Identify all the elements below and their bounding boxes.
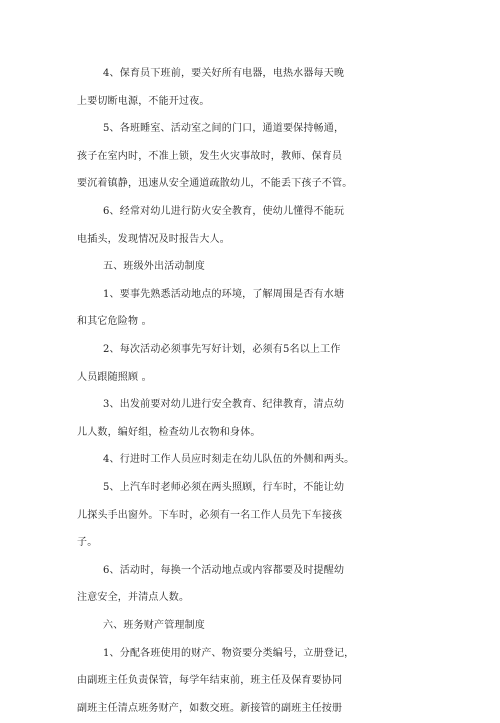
paragraph-line: 5、各班睡室、活动室之间的门口，通道要保持畅通， [103,123,345,135]
paragraph-line: 儿人数，编好组，检查幼儿衣物和身体。 [77,426,261,438]
paragraph-line: 人员跟随照顾 。 [77,371,152,383]
paragraph-line: 电插头，发现情况及时报告大人。 [77,233,230,245]
section-heading: 六、班务财产管理制度 [103,620,205,631]
paragraph-line: 6、经常对幼儿进行防火安全教育，使幼儿懂得不能玩 [103,206,345,217]
paragraph-line: 注意安全，并清点人数。 [77,592,190,604]
paragraph-line: 4、保育员下班前，要关好所有电器，电热水器每天晚 [103,68,345,79]
paragraph-line: 孩子在室内时，不准上锁，发生火灾事故时，教师、保育员 [77,150,343,162]
paragraph-line: 6、活动时，每换一个活动地点或内容都要及时提醒幼 [103,564,345,576]
paragraph-line: 1、分配各班使用的财产、物资要分类编号，立册登记， [103,647,355,659]
paragraph-line: 1、要事先熟悉活动地点的环境，了解周围是否有水塘 [103,288,345,300]
paragraph-line: 副班主任清点班务财产，如数交班。新接管的副班主任按册 [77,702,343,714]
paragraph-line: 儿探头手出窗外。下车时，必须有一名工作人员先下车接孩 [77,509,343,521]
paragraph-line: 由副班主任负责保管，每学年结束前，班主任及保育要协同 [77,675,343,687]
paragraph-line: 2、每次活动必须事先写好计划，必须有5名以上工作 [103,344,341,355]
paragraph-line: 子。 [77,537,98,549]
section-heading: 五、班级外出活动制度 [103,261,205,273]
paragraph-line: 上要切断电源，不能开过夜。 [77,95,210,107]
paragraph-line: 要沉着镇静，迅速从安全通道疏散幼儿，不能丢下孩子不管。 [77,178,353,190]
paragraph-line: 5、上汽车时老师必须在两头照顾，行车时，不能让幼 [103,482,345,493]
paragraph-line: 3、出发前要对幼儿进行安全教育、纪律教育，清点幼 [103,399,345,411]
paragraph-line: 4、行进时工作人员应时刻走在幼儿队伍的外侧和两头。 [103,454,355,466]
paragraph-line: 和其它危险物 。 [77,316,152,328]
